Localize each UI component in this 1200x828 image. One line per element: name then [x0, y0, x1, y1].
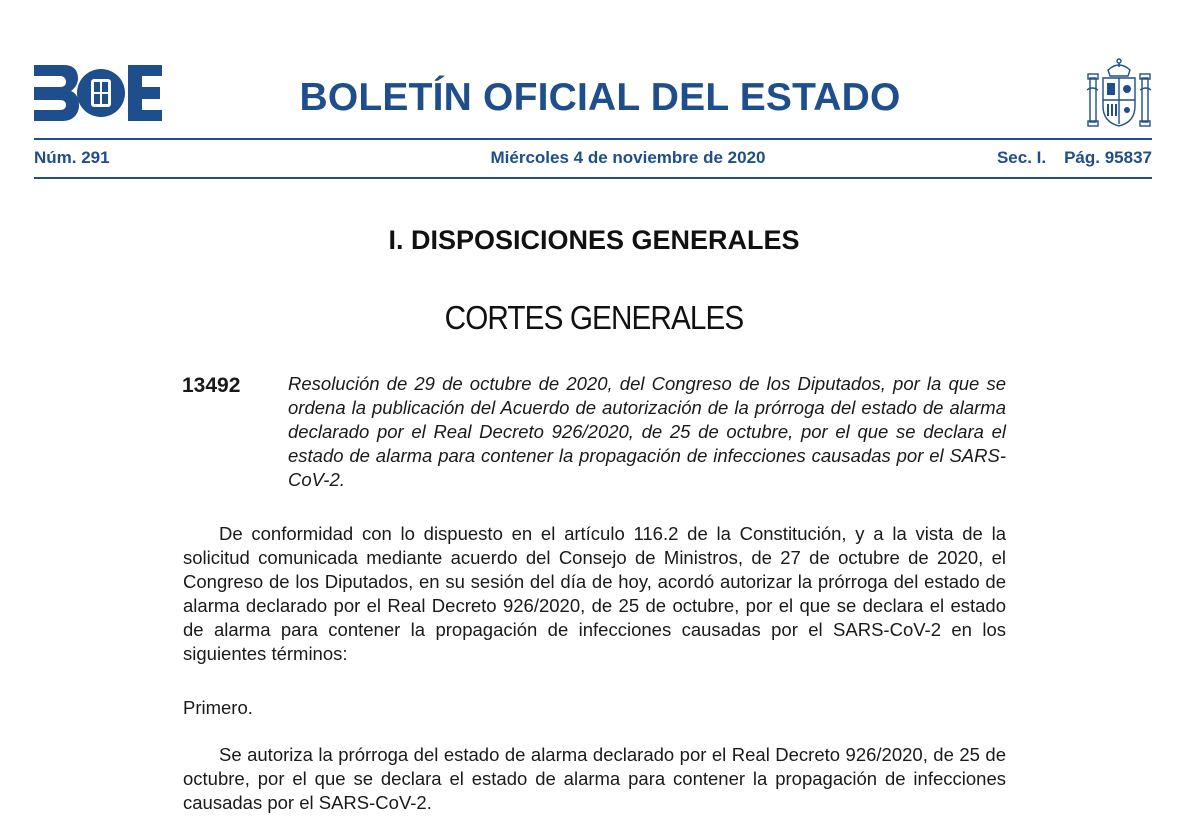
issue-number: Núm. 291	[34, 148, 110, 167]
header-meta-row	[34, 146, 1152, 170]
organ-title: CORTES GENERALES	[444, 299, 744, 336]
gazette-title: BOLETÍN OFICIAL DEL ESTADO	[299, 76, 901, 119]
issue-date: Miércoles 4 de noviembre de 2020	[490, 148, 766, 167]
body-paragraph: Se autoriza la prórroga del estado de alarma declarado por el Real Decreto 926/2020, de 25 de octubre, por el que se declara el estado de alarma para contener la propagación de infecciones causadas por el SARS-CoV-2.	[183, 744, 1006, 813]
disposition-number: 13492	[182, 374, 241, 397]
boe-logo	[34, 65, 162, 121]
section-title: I. DISPOSICIONES GENERALES	[388, 225, 800, 255]
header-rule-top	[34, 138, 1152, 140]
page-number: Pág. 95837	[1064, 148, 1152, 167]
body-paragraph: De conformidad con lo dispuesto en el artículo 116.2 de la Constitución, y a la vista de la solicitud comunicada mediante acuerdo del Consejo de Ministros, de 27 de octubre de 2020, el Congreso de los Diputados, en su sesión del día de hoy, acordó autorizar la prórroga del estado de alarma declarado por el Real Decreto 926/2020, de 25 de octubre, por el que se declara el estado de alarma para contener la propagación de infecciones causadas por el SARS-CoV-2 en los siguientes términos:	[183, 523, 1006, 664]
article-heading-primero: Primero.	[183, 697, 253, 718]
header-rule-bottom	[34, 177, 1152, 179]
disposition-title: Resolución de 29 de octubre de 2020, del Congreso de los Diputados, por la que se ordena la publicación del Acuerdo de autorización de la prórroga del estado de alarma declarado por el Real Decreto 926/2020, de 25 de octubre, por el que se declara el estado de alarma para contener la propagación de infecciones causadas por el SARS-CoV-2.	[288, 373, 1006, 490]
section-page-info	[997, 146, 1152, 170]
spain-coat-of-arms-icon	[1086, 56, 1152, 128]
section-label: Sec. I.	[996, 148, 1047, 167]
